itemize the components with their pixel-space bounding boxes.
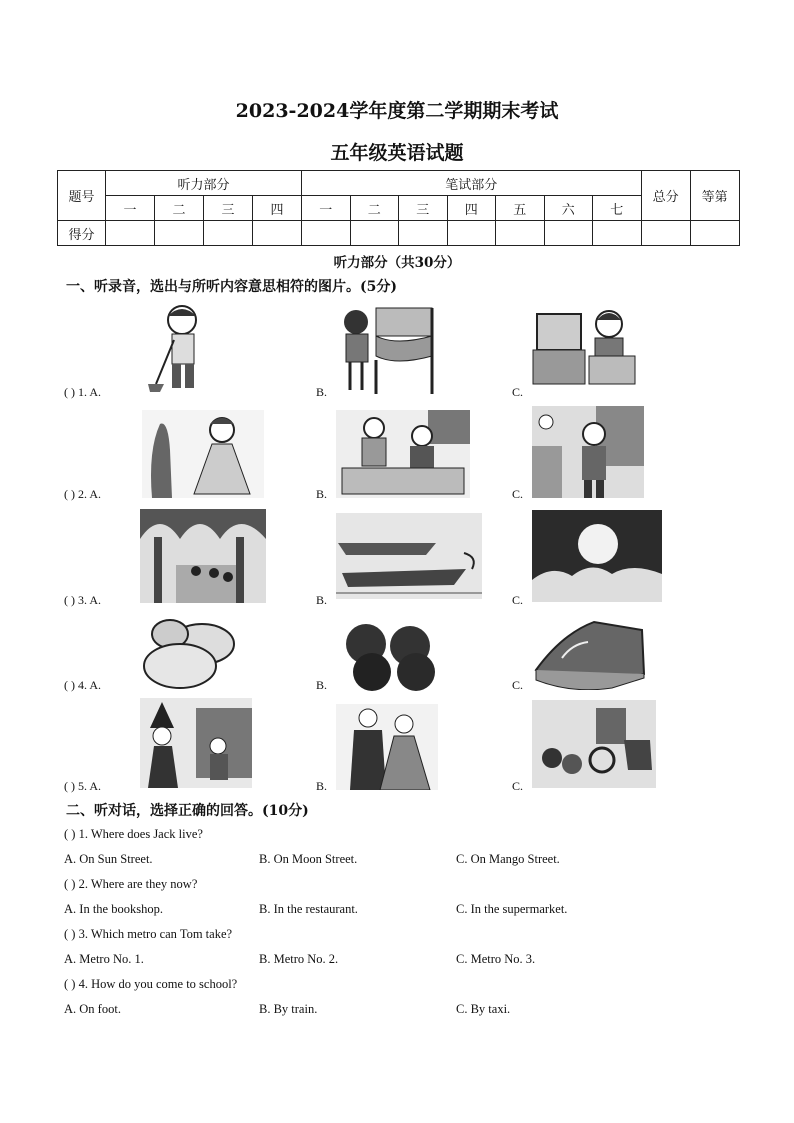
q4-label: ( ) 4. A.	[64, 678, 101, 692]
p2-option-b[interactable]: B. Metro No. 2.	[259, 952, 339, 966]
header-listening: 听力部分	[106, 171, 302, 196]
picture-meat	[532, 614, 648, 690]
picture-trees-people	[140, 509, 266, 603]
q2-option-b: B.	[316, 487, 328, 501]
q1-option-b: B.	[316, 385, 328, 399]
writing-col: 七	[593, 196, 642, 221]
score-cell[interactable]	[106, 221, 155, 246]
picture-potatoes	[140, 614, 240, 690]
score-cell[interactable]	[544, 221, 593, 246]
listening-col: 四	[253, 196, 302, 221]
score-cell[interactable]	[302, 221, 351, 246]
p2-option-c[interactable]: C. By taxi.	[456, 1002, 511, 1016]
writing-col: 三	[399, 196, 448, 221]
q3-option-c: C.	[512, 593, 524, 607]
writing-col: 二	[350, 196, 399, 221]
picture-woman-dress	[142, 410, 264, 498]
score-cell[interactable]	[350, 221, 399, 246]
q2-label: ( ) 2. A.	[64, 487, 101, 501]
score-cell[interactable]	[496, 221, 545, 246]
score-table	[57, 170, 740, 246]
q5-option-c: C.	[512, 779, 524, 793]
picture-boy-sweeping	[142, 300, 212, 396]
writing-col: 五	[496, 196, 545, 221]
q2-option-c: C.	[512, 487, 524, 501]
exam-title: 2023-2024学年度第二学期期末考试	[235, 100, 559, 122]
score-cell[interactable]	[155, 221, 204, 246]
picture-man-sun	[532, 406, 644, 498]
q4-option-b: B.	[316, 678, 328, 692]
listening-col: 二	[155, 196, 204, 221]
p2-option-a[interactable]: A. On foot.	[64, 1002, 121, 1016]
picture-witch	[140, 698, 252, 788]
picture-prince-princess	[336, 704, 438, 790]
q3-label: ( ) 3. A.	[64, 593, 101, 607]
listening-col: 三	[204, 196, 253, 221]
listening-section-heading: 听力部分（共30分）	[333, 255, 461, 271]
p2-option-c[interactable]: C. In the supermarket.	[456, 902, 568, 916]
writing-col: 四	[447, 196, 496, 221]
score-cell[interactable]	[204, 221, 253, 246]
exam-subtitle: 五年级英语试题	[330, 142, 464, 164]
score-cell[interactable]	[399, 221, 448, 246]
row-score-label: 得分	[58, 221, 106, 246]
p2-option-b[interactable]: B. In the restaurant.	[259, 902, 358, 916]
p2-question: ( ) 3. Which metro can Tom take?	[64, 927, 233, 941]
picture-teacher-desk	[336, 410, 470, 498]
header-grade: 等第	[690, 171, 739, 221]
p2-option-b[interactable]: B. By train.	[259, 1002, 318, 1016]
p2-question: ( ) 1. Where does Jack live?	[64, 827, 203, 841]
part1-heading: 一、听录音，选出与所听内容意思相符的图片。(5分)	[66, 279, 397, 295]
writing-col: 一	[302, 196, 351, 221]
header-total: 总分	[641, 171, 690, 221]
picture-carriage	[532, 700, 656, 788]
picture-full-moon	[532, 510, 662, 602]
p2-option-a[interactable]: A. In the bookshop.	[64, 902, 163, 916]
picture-girl-flag	[336, 300, 438, 396]
q1-option-c: C.	[512, 385, 524, 399]
q1-label: ( ) 1. A.	[64, 385, 101, 399]
p2-option-a[interactable]: A. Metro No. 1.	[64, 952, 144, 966]
p2-option-b[interactable]: B. On Moon Street.	[259, 852, 358, 866]
p2-option-c[interactable]: C. On Mango Street.	[456, 852, 560, 866]
header-question-number: 题号	[58, 171, 106, 221]
writing-col: 六	[544, 196, 593, 221]
header-writing: 笔试部分	[302, 171, 642, 196]
listening-col: 一	[106, 196, 155, 221]
score-cell[interactable]	[593, 221, 642, 246]
total-cell[interactable]	[641, 221, 690, 246]
picture-dragon-boat	[336, 513, 482, 599]
score-cell[interactable]	[447, 221, 496, 246]
grade-cell[interactable]	[690, 221, 739, 246]
p2-option-a[interactable]: A. On Sun Street.	[64, 852, 153, 866]
picture-boy-tv	[531, 300, 641, 390]
q5-label: ( ) 5. A.	[64, 779, 101, 793]
q4-option-c: C.	[512, 678, 524, 692]
part2-heading: 二、听对话，选择正确的回答。(10分)	[66, 803, 309, 819]
picture-tomatoes	[336, 620, 440, 692]
score-cell[interactable]	[253, 221, 302, 246]
p2-option-c[interactable]: C. Metro No. 3.	[456, 952, 536, 966]
p2-question: ( ) 2. Where are they now?	[64, 877, 198, 891]
p2-question: ( ) 4. How do you come to school?	[64, 977, 238, 991]
q5-option-b: B.	[316, 779, 328, 793]
q3-option-b: B.	[316, 593, 328, 607]
